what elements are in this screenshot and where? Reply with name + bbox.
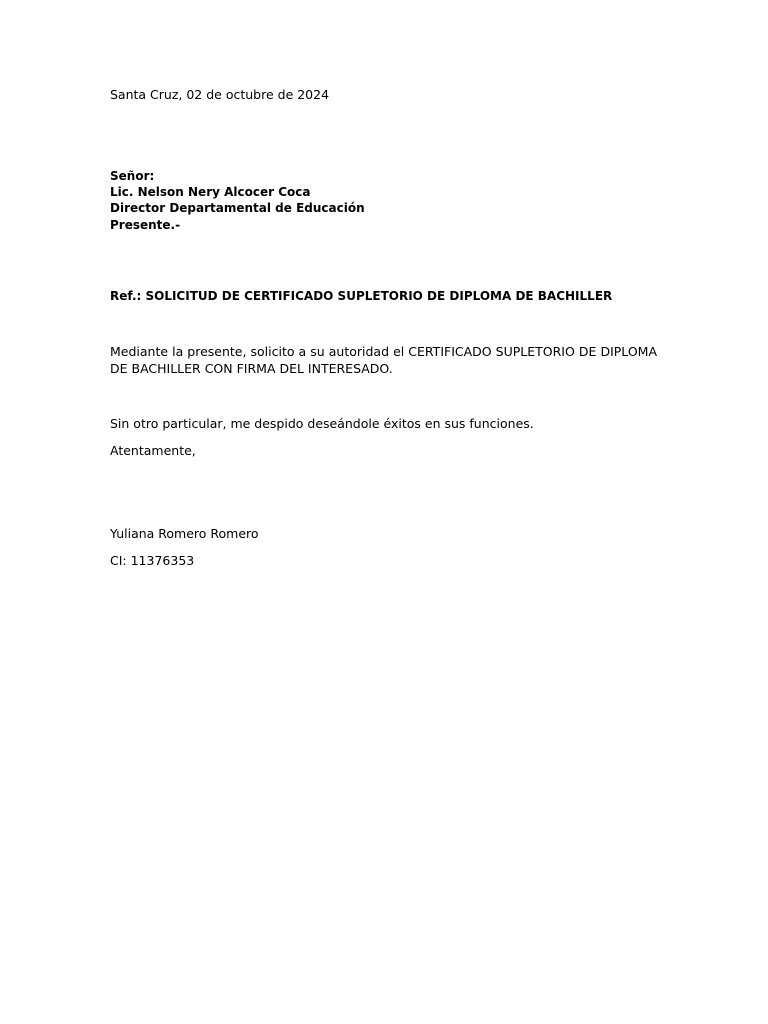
signer-ci: CI: 11376353 (110, 553, 195, 568)
recipient-title: Director Departamental de Educación (110, 201, 365, 215)
signer-name: Yuliana Romero Romero (110, 526, 259, 541)
recipient-name: Lic. Nelson Nery Alcocer Coca (110, 185, 311, 199)
farewell-line: Atentamente, (110, 443, 196, 458)
place-date: Santa Cruz, 02 de octubre de 2024 (110, 87, 330, 102)
reference-line: Ref.: SOLICITUD DE CERTIFICADO SUPLETORIO DE DIPLOMA DE BACHILLER (110, 289, 613, 303)
recipient-salutation: Señor: (110, 169, 155, 183)
recipient-presente: Presente.- (110, 218, 181, 232)
body-paragraph: Mediante la presente, solicito a su autoridad el CERTIFICADO SUPLETORIO DE DIPLOMA DE BACHILLER CON FIRMA DEL INTERESADO. (110, 344, 657, 376)
closing-line: Sin otro particular, me despido deseándole éxitos en sus funciones. (110, 416, 534, 431)
